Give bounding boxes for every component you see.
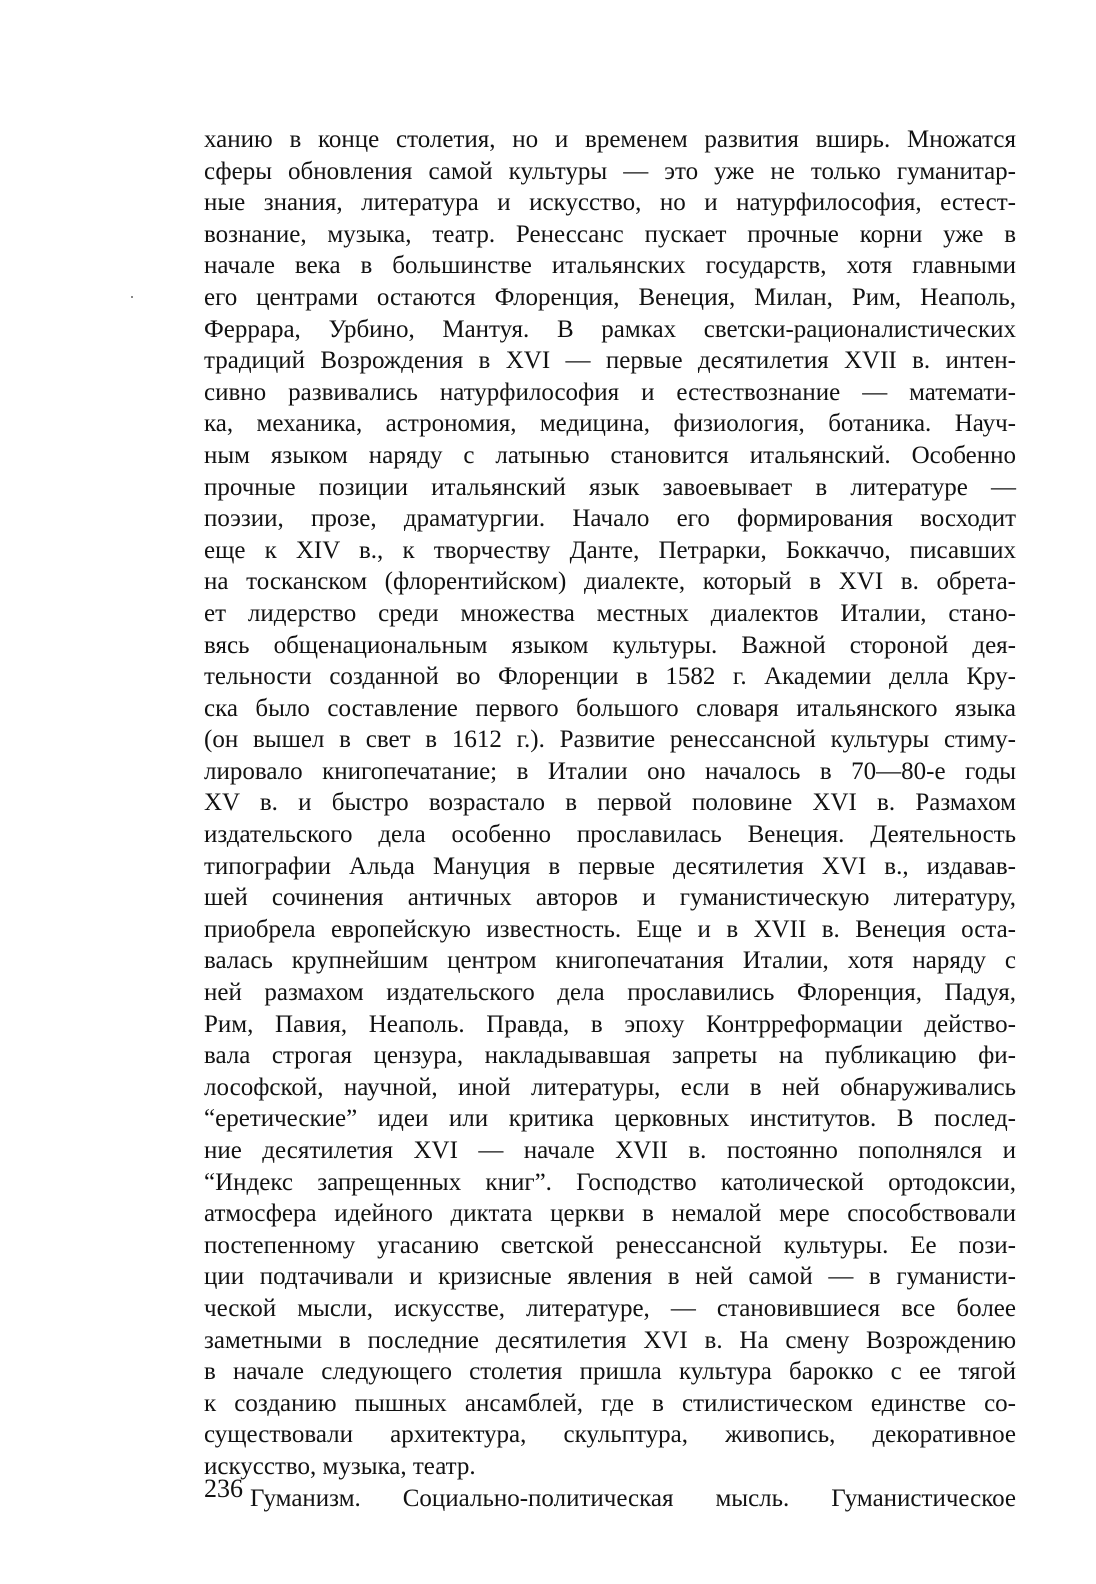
text-line: XV в. и быстро возрастало в первой половине XVI в. Размахом — [204, 789, 1016, 817]
text-line: традиций Возрождения в XVI — первые десятилетия XVII в. интен- — [204, 347, 1016, 375]
text-line: ным языком наряду с латынью становится итальянский. Особенно — [204, 441, 1016, 469]
section-heading-line: Гуманизм. Социально-политическая мысль. Гуманистическое — [250, 1484, 1016, 1512]
text-line: лософской, научной, иной литературы, если в ней обнаруживались — [204, 1073, 1016, 1101]
page-body-text — [204, 124, 1016, 1514]
text-line: к созданию пышных ансамблей, где в стилистическом единстве со- — [204, 1389, 1016, 1417]
text-line: ции подтачивали и кризисные явления в ней самой — в гуманисти- — [204, 1263, 1016, 1291]
text-line: лировало книгопечатание; в Италии оно началось в 70—80-е годы — [204, 757, 1016, 785]
text-line: сивно развивались натурфилософия и естествознание — математи- — [204, 378, 1016, 406]
text-line: на тосканском (флорентийском) диалекте, который в XVI в. обрета- — [204, 568, 1016, 596]
page-number: 236 — [204, 1474, 243, 1503]
text-line: “Индекс запрещенных книг”. Господство католической ортодоксии, — [204, 1168, 1016, 1196]
text-line: “еретические” идеи или критика церковных институтов. В послед- — [204, 1105, 1016, 1133]
text-line: существовали архитектура, скульптура, живопись, декоративное — [204, 1421, 1016, 1449]
scan-speck — [131, 296, 133, 298]
text-line: Феррара, Урбино, Мантуя. В рамках светски-рационалистических — [204, 315, 1016, 343]
text-line: ет лидерство среди множества местных диалектов Италии, стано- — [204, 599, 1016, 627]
text-line: вознание, музыка, театр. Ренессанс пускает прочные корни уже в — [204, 220, 1016, 248]
text-line: ска было составление первого большого словаря итальянского языка — [204, 694, 1016, 722]
text-line: типографии Альда Мануция в первые десятилетия XVI в., издавав- — [204, 852, 1016, 880]
text-line: его центрами остаются Флоренция, Венеция, Милан, Рим, Неаполь, — [204, 283, 1016, 311]
text-line: атмосфера идейного диктата церкви в немалой мере способствовали — [204, 1200, 1016, 1228]
text-line: тельности созданной во Флоренции в 1582 г. Академии делла Кру- — [204, 663, 1016, 691]
text-line: ней размахом издательского дела прославились Флоренция, Падуя, — [204, 979, 1016, 1007]
text-line: Рим, Павия, Неаполь. Правда, в эпоху Контрреформации действо- — [204, 1010, 1016, 1038]
text-line: постепенному угасанию светской ренессансной культуры. Ее пози- — [204, 1231, 1016, 1259]
text-line: заметными в последние десятилетия XVI в. На смену Возрождению — [204, 1326, 1016, 1354]
text-line: шей сочинения античных авторов и гуманистическую литературу, — [204, 884, 1016, 912]
text-line: вала строгая цензура, накладывавшая запреты на публикацию фи- — [204, 1042, 1016, 1070]
text-line-paragraph-end: искусство, музыка, театр. — [204, 1452, 476, 1480]
text-line: ческой мысли, искусстве, литературе, — становившиеся все более — [204, 1294, 1016, 1322]
text-line: (он вышел в свет в 1612 г.). Развитие ренессансной культуры стиму- — [204, 726, 1016, 754]
text-line: поэзии, прозе, драматургии. Начало его формирования восходит — [204, 505, 1016, 533]
text-line: издательского дела особенно прославилась Венеция. Деятельность — [204, 821, 1016, 849]
text-line: ка, механика, астрономия, медицина, физиология, ботаника. Науч- — [204, 410, 1016, 438]
text-line: еще к XIV в., к творчеству Данте, Петрарки, Боккаччо, писавших — [204, 536, 1016, 564]
text-line: вясь общенациональным языком культуры. Важной стороной дея- — [204, 631, 1016, 659]
text-line: валась крупнейшим центром книгопечатания Италии, хотя наряду с — [204, 947, 1016, 975]
text-line: в начале следующего столетия пришла культура барокко с ее тягой — [204, 1358, 1016, 1386]
text-line: сферы обновления самой культуры — это уже не только гуманитар- — [204, 157, 1016, 185]
text-line: приобрела европейскую известность. Еще и в XVII в. Венеция оста- — [204, 915, 1016, 943]
text-line: ханию в конце столетия, но и временем развития вширь. Множатся — [204, 126, 1016, 153]
text-line: ние десятилетия XVI — начале XVII в. постоянно пополнялся и — [204, 1137, 1016, 1164]
text-line: прочные позиции итальянский язык завоевывает в литературе — — [204, 473, 1016, 501]
text-line: начале века в большинстве итальянских государств, хотя главными — [204, 252, 1016, 280]
text-line: ные знания, литература и искусство, но и натурфилософия, естест- — [204, 189, 1016, 217]
